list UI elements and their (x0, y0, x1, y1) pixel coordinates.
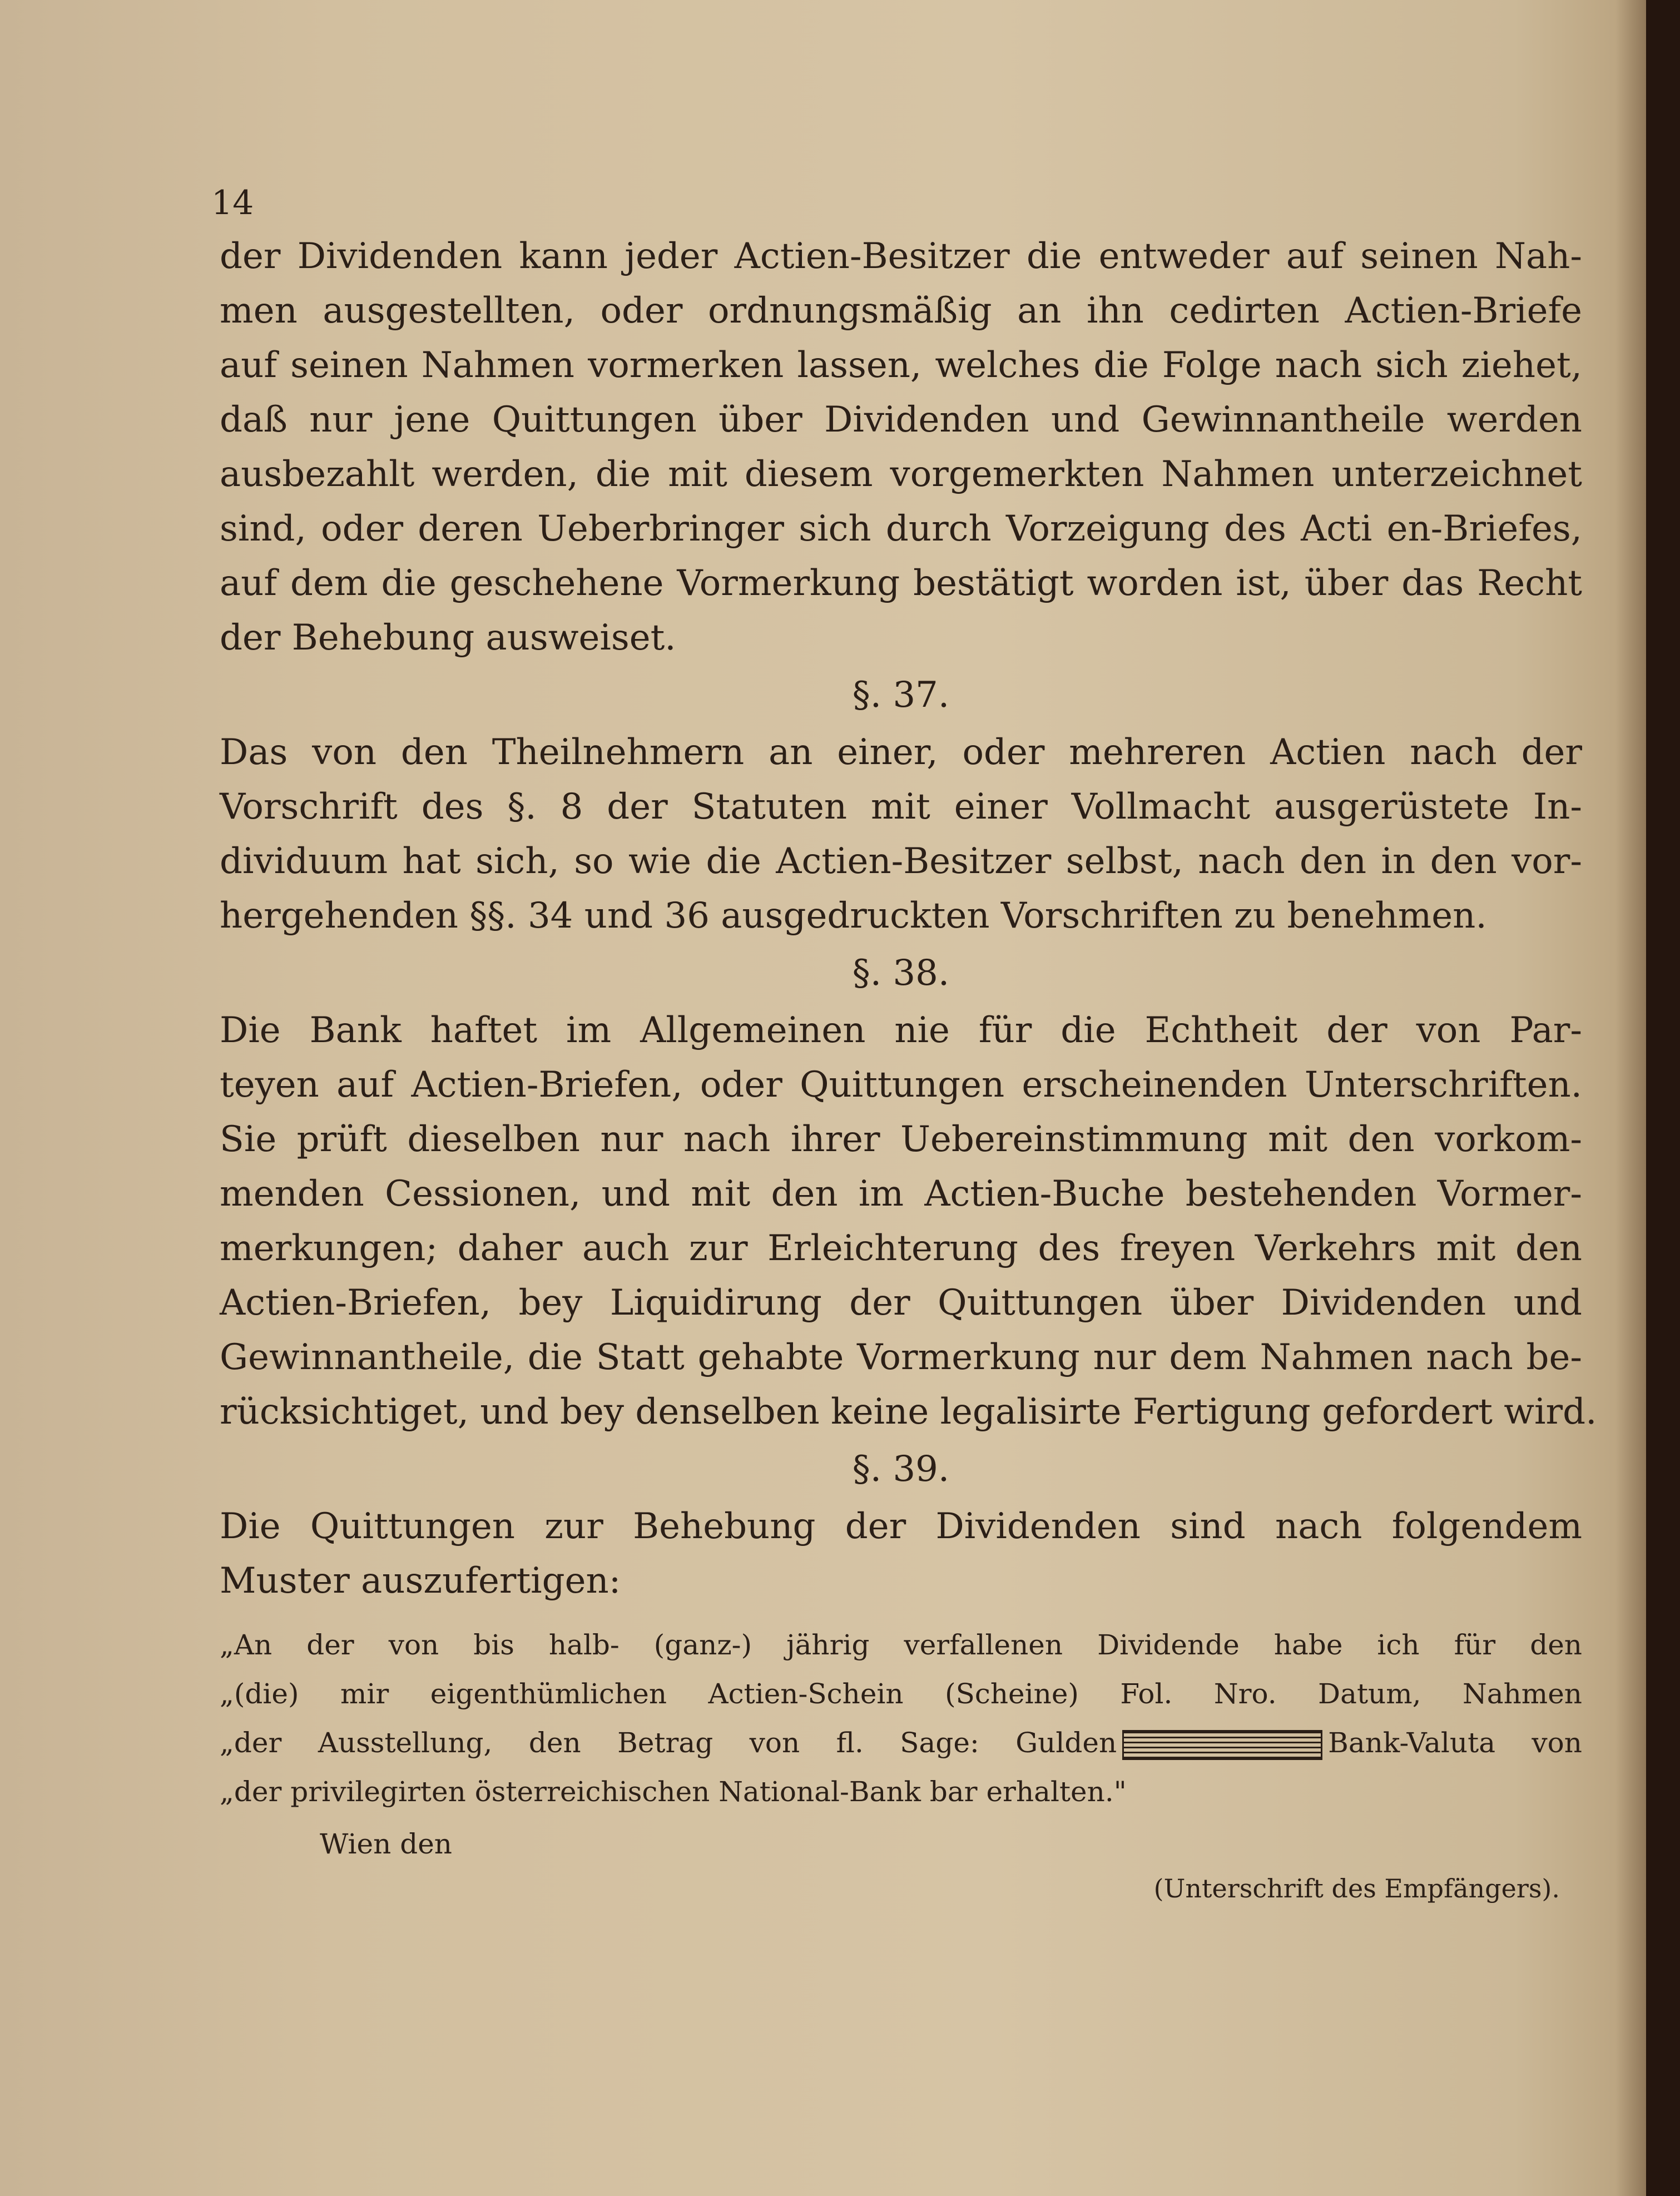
text-line: hergehenden §§. 34 und 36 ausgedruckten Vorschriften zu benehmen. (220, 895, 1487, 936)
receipt-line-part: Bank-Valuta von (1328, 1727, 1582, 1759)
section-39-text (220, 1499, 1582, 1608)
receipt-line-part: „der Ausstellung, den Betrag von fl. Sage: Gulden (220, 1727, 1117, 1759)
receipt-signature: (Unterschrift des Empfängers). (1153, 1873, 1560, 1903)
section-38-text (220, 1003, 1597, 1439)
text-line: der Behebung ausweiset. (220, 617, 676, 658)
text-line: Muster auszufertigen: (220, 1560, 621, 1602)
receipt-line: „An der von bis halb- (ganz-) jährig verfallenen Dividende habe ich für den (220, 1629, 1582, 1661)
text-line: auf dem die geschehene Vormerkung bestätigt worden ist, über das Recht (220, 563, 1582, 604)
text-line: teyen auf Actien-Briefen, oder Quittungen erscheinenden Unterschriften. (220, 1064, 1582, 1106)
text-line: merkungen; daher auch zur Erleichterung des freyen Verkehrs mit den (220, 1228, 1582, 1269)
text-line: Sie prüft dieselben nur nach ihrer Uebereinstimmung mit den vorkom- (220, 1119, 1582, 1160)
text-line: menden Cessionen, und mit den im Actien-Buche bestehenden Vormer- (220, 1173, 1582, 1215)
page-content (211, 184, 1597, 1911)
section-38-heading: §. 38. (852, 953, 950, 994)
text-line: Das von den Theilnehmern an einer, oder mehreren Actien nach der (220, 732, 1582, 773)
amount-placeholder-bars (1122, 1730, 1322, 1760)
text-line: auf seinen Nahmen vormerken lassen, welches die Folge nach sich ziehet, (220, 345, 1582, 386)
section-37-text (220, 725, 1582, 943)
text-line: sind, oder deren Ueberbringer sich durch Vorzeigung des Acti en-Briefes, (220, 508, 1582, 549)
page-number: 14 (211, 184, 254, 222)
receipt-line (220, 1718, 1582, 1767)
book-spine (1646, 0, 1680, 2196)
text-line: Gewinnantheile, die Statt gehabte Vormerkung nur dem Nahmen nach be- (220, 1337, 1582, 1378)
text-line: ausbezahlt werden, die mit diesem vorgemerkten Nahmen unterzeichnet (220, 454, 1582, 495)
text-line: dividuum hat sich, so wie die Actien-Besitzer selbst, nach den in den vor- (220, 841, 1582, 882)
text-line: Actien-Briefen, bey Liquidirung der Quittungen über Dividenden und (220, 1282, 1582, 1323)
text-line: rücksichtiget, und bey denselben keine legalisirte Fertigung gefordert wird. (220, 1391, 1597, 1432)
receipt-template (220, 1620, 1582, 1911)
receipt-line: „der privilegirten österreichischen National-Bank bar erhalten." (220, 1776, 1127, 1808)
text-line: der Dividenden kann jeder Actien-Besitzer die entweder auf seinen Nah- (220, 236, 1582, 277)
text-line: Vorschrift des §. 8 der Statuten mit einer Vollmacht ausgerüstete In- (220, 786, 1582, 827)
receipt-date-line: Wien den (320, 1828, 452, 1860)
page-shadow-edge (1615, 0, 1646, 2196)
text-line: men ausgestellten, oder ordnungsmäßig an ihn cedirten Actien-Briefe (220, 290, 1582, 331)
text-line: Die Quittungen zur Behebung der Dividenden sind nach folgendem (220, 1506, 1582, 1547)
section-37-heading: §. 37. (852, 675, 950, 716)
section-39-heading: §. 39. (852, 1449, 950, 1490)
text-line: Die Bank haftet im Allgemeinen nie für die Echtheit der von Par- (220, 1010, 1582, 1051)
text-line: daß nur jene Quittungen über Dividenden und Gewinnantheile werden (220, 399, 1582, 440)
paragraph-dividend-registration (220, 229, 1582, 665)
receipt-line: „(die) mir eigenthümlichen Actien-Schein (Scheine) Fol. Nro. Datum, Nahmen (220, 1678, 1582, 1710)
